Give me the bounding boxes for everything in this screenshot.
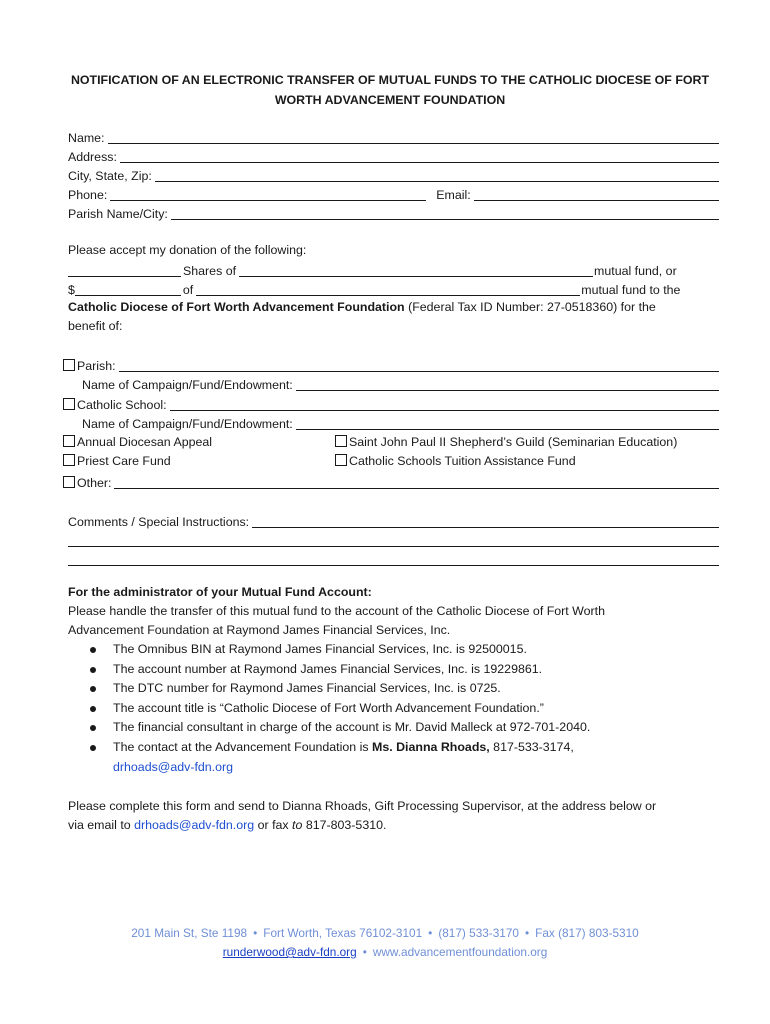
- shares-count-field[interactable]: [68, 262, 181, 277]
- address-row: [68, 146, 719, 165]
- closing-line-1: Please complete this form and send to Dianna Rhoads, Gift Processing Supervisor, at the address below or: [68, 799, 657, 813]
- campaign-row-1: [82, 374, 719, 393]
- benefit-of-label: benefit of:: [68, 319, 123, 333]
- city-row: [68, 165, 719, 184]
- mutual-fund-or-label: mutual fund, or: [594, 264, 677, 278]
- form-title: NOTIFICATION OF AN ELECTRONIC TRANSFER OF MUTUAL FUNDS TO THE CATHOLIC DIOCESE OF FORT WORTH ADVANCEMENT FOUNDATION: [70, 73, 710, 107]
- campaign-label-2: Name of Campaign/Fund/Endowment:: [82, 417, 293, 431]
- footer-bullet: •: [362, 945, 367, 959]
- school-option-field[interactable]: [170, 396, 719, 411]
- other-option-label: Other:: [77, 476, 112, 490]
- comments-row-2: [68, 530, 719, 549]
- campaign-field-1[interactable]: [296, 376, 719, 391]
- closing-or-fax: or fax: [254, 818, 293, 832]
- campaign-row-2: [82, 413, 719, 432]
- bullet-consultant: The financial consultant in charge of the account is Mr. David Malleck at 972-701-2040.: [88, 718, 590, 738]
- contact-prefix: The contact at the Advancement Foundation is: [113, 739, 372, 754]
- annual-appeal-label: Annual Diocesan Appeal: [77, 435, 213, 449]
- other-option-row: [63, 472, 719, 491]
- other-option-field[interactable]: [114, 474, 719, 489]
- parish-checkbox[interactable]: [63, 359, 75, 371]
- footer-bullet: •: [428, 926, 433, 940]
- parish-field[interactable]: [171, 205, 719, 220]
- shares-row: [68, 260, 719, 279]
- other-checkbox[interactable]: [63, 476, 75, 488]
- footer-contact-line: [0, 943, 770, 962]
- other-option: [63, 475, 114, 491]
- school-option: [63, 397, 170, 413]
- campaign-label-1: Name of Campaign/Fund/Endowment:: [82, 378, 293, 392]
- contact-email-line: [88, 758, 590, 778]
- contact-email-link[interactable]: drhoads@adv-fdn.org: [113, 759, 234, 774]
- annual-appeal-option: [63, 433, 212, 452]
- closing-to: to: [292, 818, 303, 832]
- footer-address-line: [0, 924, 770, 943]
- footer-email-link[interactable]: runderwood@adv-fdn.org: [222, 945, 357, 959]
- closing-via-email: via email to: [68, 818, 135, 832]
- shepherds-guild-label: Saint John Paul II Shepherd’s Guild (Seminarian Education): [349, 435, 678, 449]
- tuition-assistance-label: Catholic Schools Tuition Assistance Fund: [349, 454, 576, 468]
- foundation-line: [68, 298, 656, 317]
- comments-field-3[interactable]: [68, 551, 719, 566]
- admin-heading: For the administrator of your Mutual Fund Account:: [68, 585, 372, 599]
- school-option-row: [63, 394, 719, 413]
- closing-fax-number: 817-803-5310.: [302, 818, 387, 832]
- dollar-sign: $: [68, 283, 75, 297]
- priest-care-label: Priest Care Fund: [77, 454, 171, 468]
- bullet-dtc: The DTC number for Raymond James Financial Services, Inc. is 0725.: [88, 679, 590, 699]
- donation-intro: Please accept my donation of the following:: [68, 243, 307, 257]
- parish-option-label: Parish:: [77, 359, 116, 373]
- campaign-field-2[interactable]: [296, 415, 719, 430]
- email-label: Email:: [436, 188, 471, 202]
- priest-care-checkbox[interactable]: [63, 454, 75, 466]
- parish-option: [63, 358, 119, 374]
- parish-option-row: [63, 355, 719, 374]
- admin-line-2: Advancement Foundation at Raymond James Financial Services, Inc.: [68, 623, 451, 637]
- closing-email-link[interactable]: drhoads@adv-fdn.org: [134, 818, 255, 832]
- comments-field-1[interactable]: [252, 513, 719, 528]
- shares-of-label: Shares of: [183, 264, 237, 278]
- parish-row: [68, 203, 719, 222]
- city-label: City, State, Zip:: [68, 169, 152, 183]
- priest-care-option: [63, 452, 171, 471]
- footer-phone: (817) 533-3170: [438, 926, 519, 940]
- name-label: Name:: [68, 131, 105, 145]
- shepherds-guild-checkbox[interactable]: [335, 435, 347, 447]
- bullet-account-number: The account number at Raymond James Financial Services, Inc. is 19229861.: [88, 660, 590, 680]
- mutual-fund-to-label: mutual fund to the: [581, 283, 681, 297]
- footer-fax: Fax (817) 803-5310: [535, 926, 639, 940]
- bullet-bin: The Omnibus BIN at Raymond James Financial Services, Inc. is 92500015.: [88, 640, 590, 660]
- dollar-fund-field[interactable]: [196, 281, 580, 296]
- bullet-account-title: The account title is “Catholic Diocese of Fort Worth Advancement Foundation.”: [88, 699, 590, 719]
- bullet-contact: [88, 738, 590, 758]
- parish-option-field[interactable]: [119, 357, 719, 372]
- footer-address: 201 Main St, Ste 1198: [131, 926, 248, 940]
- city-field[interactable]: [155, 167, 719, 182]
- annual-appeal-checkbox[interactable]: [63, 435, 75, 447]
- contact-name: Ms. Dianna Rhoads,: [372, 739, 490, 754]
- shepherds-guild-option: [335, 433, 677, 452]
- tuition-assistance-checkbox[interactable]: [335, 454, 347, 466]
- foundation-name: Catholic Diocese of Fort Worth Advancement Foundation: [68, 300, 405, 314]
- dollar-row: [68, 279, 719, 298]
- comments-field-2[interactable]: [68, 532, 719, 547]
- name-field[interactable]: [108, 129, 720, 144]
- comments-label: Comments / Special Instructions:: [68, 515, 250, 529]
- comments-row-3: [68, 549, 719, 568]
- admin-bullet-list: [88, 640, 590, 777]
- school-option-label: Catholic School:: [77, 398, 167, 412]
- address-field[interactable]: [120, 148, 719, 163]
- contact-phone: 817-533-3174,: [489, 739, 574, 754]
- tuition-assistance-option: [335, 452, 576, 471]
- phone-field[interactable]: [110, 186, 426, 201]
- admin-line-1: Please handle the transfer of this mutual fund to the account of the Catholic Diocese of Fort Worth: [68, 604, 605, 618]
- phone-label: Phone:: [68, 188, 108, 202]
- of-label: of: [182, 283, 194, 297]
- email-field[interactable]: [474, 186, 719, 201]
- shares-fund-field[interactable]: [239, 262, 593, 277]
- footer-bullet: •: [253, 926, 258, 940]
- name-row: [68, 127, 719, 146]
- address-label: Address:: [68, 150, 117, 164]
- school-checkbox[interactable]: [63, 398, 75, 410]
- closing-line-2: [68, 816, 386, 835]
- phone-email-row: [68, 184, 719, 203]
- footer-website-link[interactable]: www.advancementfoundation.org: [372, 945, 548, 959]
- tax-id-text: (Federal Tax ID Number: 27-0518360) for the: [404, 300, 656, 314]
- comments-row: [68, 511, 719, 530]
- dollar-amount-field[interactable]: [75, 281, 181, 296]
- footer-city: Fort Worth, Texas 76102-3101: [263, 926, 423, 940]
- parish-label: Parish Name/City:: [68, 207, 168, 221]
- footer-bullet: •: [524, 926, 530, 940]
